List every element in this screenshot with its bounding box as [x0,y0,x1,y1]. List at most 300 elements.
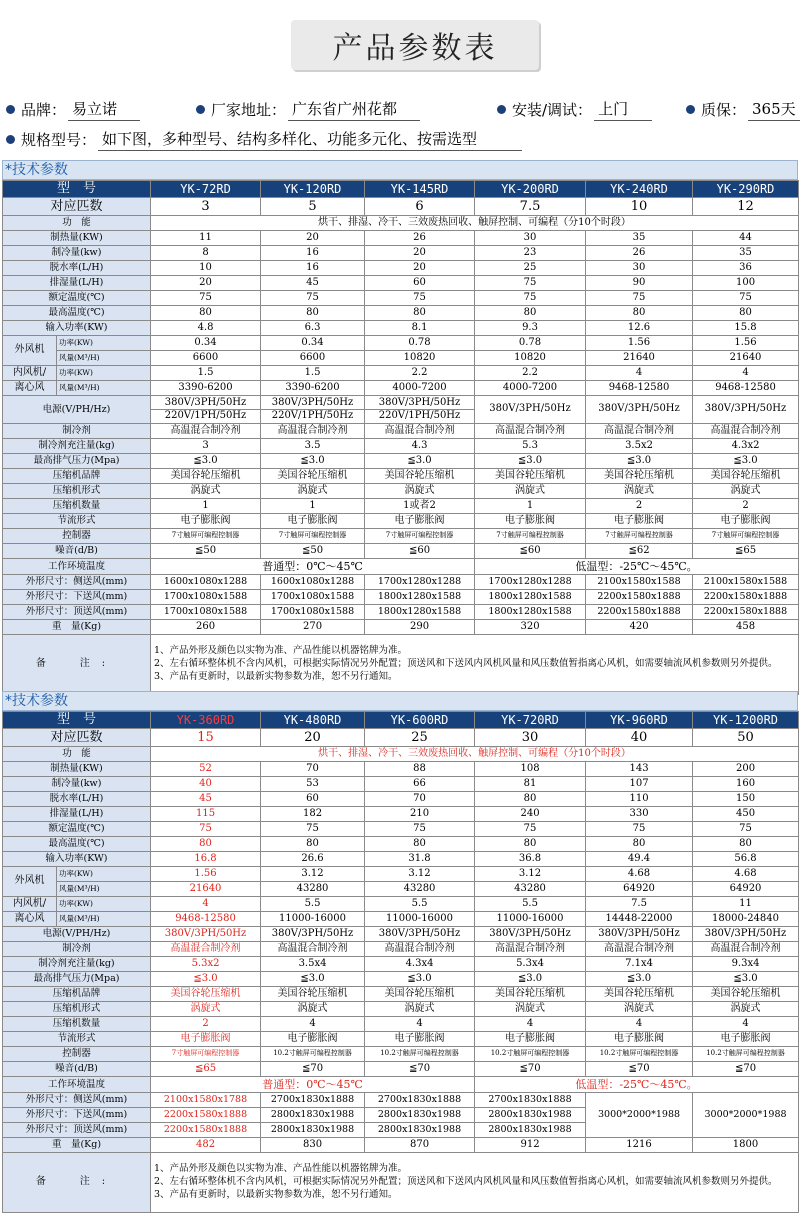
in_air-value: 14448-22000 [586,912,693,927]
in_air-value: 18000-24840 [693,912,799,927]
label-dehum: 脱水率(L/H) [3,792,151,807]
max_temp-value: 80 [693,837,799,852]
heat-value: 30 [475,231,586,246]
remarks-text [151,1153,799,1213]
out_air-value: 64920 [693,882,799,897]
throttle-value: 电子膨胀阀 [151,1032,261,1047]
table-row [3,942,799,957]
model-header: YK-360RD [151,712,261,729]
table-row [3,351,799,366]
max_temp-value: 80 [693,306,799,321]
model-header: YK-200RD [475,181,586,198]
label-throttle: 节流形式 [3,1032,151,1047]
note-3: 3、产品有更新时，以最新实物参数为准，恕不另行通知。 [154,1188,398,1200]
model-header: YK-72RD [151,181,261,198]
cool-value: 16 [261,246,365,261]
out_power-value: 4.68 [693,867,799,882]
label-dim_down: 外形尺寸：下送风(mm) [3,590,151,605]
cool-value: 40 [151,777,261,792]
weight-value: 1216 [586,1138,693,1153]
power-value: 6.3 [261,321,365,336]
out_power-value: 0.34 [151,336,261,351]
dim_down-value: 1700x1080x1588 [261,590,365,605]
refrigerant-value: 高温混合制冷剂 [586,942,693,957]
env-low: 低温型：-25℃～45℃。 [475,1077,799,1093]
label-dim_top: 外形尺寸：顶送风(mm) [3,1123,151,1138]
table-row [3,762,799,777]
install-label: 安装/调试： [512,101,593,119]
comp_type-value: 涡旋式 [365,1002,475,1017]
table-row [3,1093,799,1108]
model-header: YK-290RD [693,181,799,198]
dehum-value: 20 [365,261,475,276]
comp_qty-value: 4 [365,1017,475,1032]
comp_brand-value: 美国谷轮压缩机 [365,469,475,484]
pressure-value: ≦3.0 [261,972,365,987]
label-model: 型 号 [3,712,151,729]
label-weight: 重 量(Kg) [3,620,151,635]
in_power-value: 5.5 [261,897,365,912]
rated_temp-value: 75 [261,822,365,837]
match-value: 30 [475,729,586,747]
refrigerant-value: 高温混合制冷剂 [475,942,586,957]
power-value: 56.8 [693,852,799,867]
exhaust-value: 450 [693,807,799,822]
label-noise: 噪音(d/B) [3,544,151,559]
label-controller: 控制器 [3,529,151,544]
table-row [3,306,799,321]
comp_type-value: 涡旋式 [475,484,586,499]
charge-value: 3.5x2 [586,439,693,454]
comp_qty-value: 1 [475,499,586,514]
model-header: YK-480RD [261,712,365,729]
label-heat: 制热量(KW) [3,231,151,246]
table-row [3,484,799,499]
brand-value: 易立诺 [68,98,140,121]
heat-value: 35 [586,231,693,246]
dim_top-value: 2200x1580x1888 [586,605,693,620]
dehum-value: 16 [261,261,365,276]
noise-value: ≦65 [693,544,799,559]
charge-value: 5.3x2 [151,957,261,972]
pressure-value: ≦3.0 [365,454,475,469]
out_power-value: 0.34 [261,336,365,351]
table-row [3,1002,799,1017]
rated_temp-value: 75 [475,822,586,837]
comp_qty-value: 2 [693,499,799,514]
label-pressure: 最高排气压力(Mpa) [3,972,151,987]
dim_side-value: 2700x1830x1888 [365,1093,475,1108]
label-env: 工作环境温度 [3,1077,151,1093]
in_power-value: 1.5 [261,366,365,381]
table-row [3,198,799,216]
label-dim_side: 外形尺寸：侧送风(mm) [3,575,151,590]
heat-value: 52 [151,762,261,777]
power-value: 49.4 [586,852,693,867]
model-header: YK-1200RD [693,712,799,729]
noise-value: ≦50 [261,544,365,559]
label-power: 输入功率(KW) [3,852,151,867]
cool-value: 20 [365,246,475,261]
out_power-value: 1.56 [151,867,261,882]
dim_top-value: 1800x1280x1588 [365,605,475,620]
noise-value: ≦70 [586,1062,693,1077]
out_air-value: 6600 [151,351,261,366]
refrigerant-value: 高温混合制冷剂 [151,942,261,957]
source-value: 380V/3PH/50Hz [693,927,799,942]
cool-value: 8 [151,246,261,261]
label-dim_top: 外形尺寸：顶送风(mm) [3,605,151,620]
refrigerant-value: 高温混合制冷剂 [586,424,693,439]
refrigerant-value: 高温混合制冷剂 [261,942,365,957]
rated_temp-value: 75 [365,291,475,306]
source-value: 380V/3PH/50Hz [164,396,247,408]
label-source: 电源(V/PH/Hz) [3,396,151,424]
table-row [3,261,799,276]
label-match: 对应匹数 [3,198,151,216]
env-low: 低温型：-25℃～45℃。 [475,559,799,575]
throttle-value: 电子膨胀阀 [586,1032,693,1047]
source-value: 380V/3PH/50Hz [475,396,586,424]
env-normal: 普通型：0℃～45℃ [151,1077,475,1093]
table-row [3,957,799,972]
cool-value: 81 [475,777,586,792]
power-value: 26.6 [261,852,365,867]
max_temp-value: 80 [151,837,261,852]
label-out-fan: 外风机 [3,867,57,897]
match-value: 6 [365,198,475,216]
dim_side-value: 1700x1280x1288 [475,575,586,590]
source-cell [261,396,365,424]
power-value: 16.8 [151,852,261,867]
label-comp_qty: 压缩机数量 [3,499,151,514]
pressure-value: ≦3.0 [151,454,261,469]
label-dim_down: 外形尺寸：下送风(mm) [3,1108,151,1123]
throttle-value: 电子膨胀阀 [151,514,261,529]
dehum-value: 60 [261,792,365,807]
table-row [3,897,799,912]
controller-value: 7寸触屏可编程控制器 [693,529,799,544]
bullet-icon [497,105,506,114]
table-row [3,1077,799,1093]
refrigerant-value: 高温混合制冷剂 [261,424,365,439]
table-row [3,590,799,605]
comp_type-value: 涡旋式 [261,484,365,499]
out_air-value: 10820 [475,351,586,366]
warranty-info [686,98,800,121]
table-row [3,1062,799,1077]
dim_down-value: 2200x1580x1888 [693,590,799,605]
exhaust-value: 20 [151,276,261,291]
label-in-fan: 内风机/ [3,897,57,912]
label-dim_side: 外形尺寸：侧送风(mm) [3,1093,151,1108]
exhaust-value: 75 [475,276,586,291]
rated_temp-value: 75 [365,822,475,837]
charge-value: 5.3x4 [475,957,586,972]
in_air-value: 9468-12580 [693,381,799,396]
match-value: 10 [586,198,693,216]
heat-value: 44 [693,231,799,246]
label-model: 型 号 [3,181,151,198]
in_air-value: 11000-16000 [475,912,586,927]
label-cent-fan: 离心风 [3,912,57,927]
dim_side-value: 2700x1830x1888 [261,1093,365,1108]
exhaust-value: 60 [365,276,475,291]
controller-value: 7寸触屏可编程控制器 [586,529,693,544]
power-value: 36.8 [475,852,586,867]
spec-info [6,128,522,151]
heat-value: 70 [261,762,365,777]
bullet-icon [686,105,695,114]
label-remarks: 备 注: [3,635,151,695]
refrigerant-value: 高温混合制冷剂 [365,424,475,439]
comp_qty-value: 4 [693,1017,799,1032]
install-info [497,98,652,121]
table-row [3,424,799,439]
source-value: 380V/3PH/50Hz [586,927,693,942]
label-comp_type: 压缩机形式 [3,484,151,499]
rated_temp-value: 75 [586,291,693,306]
weight-value: 830 [261,1138,365,1153]
dehum-value: 10 [151,261,261,276]
refrigerant-value: 高温混合制冷剂 [365,942,475,957]
pressure-value: ≦3.0 [693,972,799,987]
out_air-value: 43280 [475,882,586,897]
label-exhaust: 排湿量(L/H) [3,807,151,822]
label-refrigerant: 制冷剂 [3,424,151,439]
model-header: YK-960RD [586,712,693,729]
model-header: YK-240RD [586,181,693,198]
match-value: 3 [151,198,261,216]
exhaust-value: 182 [261,807,365,822]
cool-value: 107 [586,777,693,792]
label-remarks: 备 注: [3,1153,151,1213]
comp_qty-value: 1 [261,499,365,514]
exhaust-value: 100 [693,276,799,291]
out_air-value: 43280 [365,882,475,897]
weight-value: 458 [693,620,799,635]
dim_top-value: 2800x1830x1988 [261,1123,365,1138]
throttle-value: 电子膨胀阀 [365,514,475,529]
noise-value: ≦70 [261,1062,365,1077]
heat-value: 108 [475,762,586,777]
table-row [3,454,799,469]
dim_side-value: 2100x1580x1788 [151,1093,261,1108]
in_power-value: 5.5 [475,897,586,912]
table-row [3,276,799,291]
address-value: 广东省广州花都 [288,98,420,121]
comp_type-value: 涡旋式 [475,1002,586,1017]
dim_top-value: 2800x1830x1988 [475,1123,586,1138]
comp_type-value: 涡旋式 [261,1002,365,1017]
rated_temp-value: 75 [693,822,799,837]
spec-table-1 [2,180,799,695]
heat-value: 26 [365,231,475,246]
weight-value: 912 [475,1138,586,1153]
label-max_temp: 最高温度(℃) [3,837,151,852]
label-refrigerant: 制冷剂 [3,942,151,957]
noise-value: ≦70 [365,1062,475,1077]
out_power-value: 0.78 [365,336,475,351]
power-value: 4.8 [151,321,261,336]
dim_down-value: 1800x1280x1588 [475,590,586,605]
cool-value: 160 [693,777,799,792]
dehum-value: 36 [693,261,799,276]
match-value: 20 [261,729,365,747]
weight-value: 270 [261,620,365,635]
spec-value: 如下图，多种型号、结构多样化、功能多元化、按需选型 [98,128,522,151]
comp_qty-value: 4 [586,1017,693,1032]
env-normal: 普通型：0℃～45℃ [151,559,475,575]
cool-value: 23 [475,246,586,261]
controller-value: 10.2寸触屏可编程控制器 [365,1047,475,1062]
max_temp-value: 80 [365,837,475,852]
table-row [3,381,799,396]
source-value: 380V/3PH/50Hz [378,396,461,408]
note-2: 2、左右循环整体机不含内风机，可根据实际情况另外配置；顶送风和下送风内风机风量和风压数值暂指离心风机，如需要轴流风机参数则另外提供。 [154,1176,778,1188]
label-fan-power: 功率(KW) [57,897,151,912]
table-row [3,529,799,544]
table-row [3,336,799,351]
cool-value: 35 [693,246,799,261]
table-row [3,544,799,559]
dim_side-value: 2100x1580x1588 [586,575,693,590]
model-header: YK-600RD [365,712,475,729]
spec-table-2 [2,711,799,1213]
in_power-value: 5.5 [365,897,475,912]
in_air-value: 9468-12580 [151,912,261,927]
label-func: 功 能 [3,216,151,231]
max_temp-value: 80 [475,306,586,321]
table-row [3,822,799,837]
label-throttle: 节流形式 [3,514,151,529]
pressure-value: ≦3.0 [586,972,693,987]
out_power-value: 3.12 [365,867,475,882]
throttle-value: 电子膨胀阀 [475,1032,586,1047]
noise-value: ≦70 [693,1062,799,1077]
label-exhaust: 排湿量(L/H) [3,276,151,291]
controller-value: 10.2寸触屏可编程控制器 [261,1047,365,1062]
pressure-value: ≦3.0 [365,972,475,987]
comp_brand-value: 美国谷轮压缩机 [151,469,261,484]
comp_type-value: 涡旋式 [693,1002,799,1017]
table-row [3,1138,799,1153]
table-row [3,620,799,635]
pressure-value: ≦3.0 [475,454,586,469]
max_temp-value: 80 [261,306,365,321]
out_air-value: 10820 [365,351,475,366]
cool-value: 66 [365,777,475,792]
pressure-value: ≦3.0 [586,454,693,469]
table-row [3,1153,799,1213]
table-row [3,837,799,852]
charge-value: 4.3 [365,439,475,454]
weight-value: 260 [151,620,261,635]
table-row [3,366,799,381]
power-value: 31.8 [365,852,475,867]
table-row [3,321,799,336]
table-row [3,712,799,729]
charge-value: 4.3x4 [365,957,475,972]
comp_brand-value: 美国谷轮压缩机 [261,987,365,1002]
label-fan-air: 风量(M³/H) [57,351,151,366]
comp_brand-value: 美国谷轮压缩机 [475,987,586,1002]
table-row [3,927,799,942]
rated_temp-value: 75 [475,291,586,306]
table-row [3,514,799,529]
rated_temp-value: 75 [261,291,365,306]
out_power-value: 3.12 [261,867,365,882]
dim_top-value: 1700x1080x1588 [151,605,261,620]
controller-value: 7寸触屏可编程控制器 [365,529,475,544]
label-heat: 制热量(KW) [3,762,151,777]
out_air-value: 21640 [151,882,261,897]
comp_brand-value: 美国谷轮压缩机 [475,469,586,484]
label-match: 对应匹数 [3,729,151,747]
exhaust-value: 90 [586,276,693,291]
cool-value: 26 [586,246,693,261]
charge-value: 5.3 [475,439,586,454]
dim_down-value: 2800x1830x1988 [261,1108,365,1123]
source-value: 380V/3PH/50Hz [365,927,475,942]
warranty-value: 365天 [748,98,800,121]
table-row [3,972,799,987]
table-row [3,605,799,620]
table-row [3,231,799,246]
throttle-value: 电子膨胀阀 [261,514,365,529]
rated_temp-value: 75 [586,822,693,837]
label-comp_brand: 压缩机品牌 [3,469,151,484]
comp_type-value: 涡旋式 [151,1002,261,1017]
label-cool: 制冷量(kw) [3,246,151,261]
out_air-value: 21640 [693,351,799,366]
dehum-value: 70 [365,792,475,807]
power-value: 12.6 [586,321,693,336]
refrigerant-value: 高温混合制冷剂 [693,942,799,957]
source-value: 220V/1PH/50Hz [151,409,260,422]
controller-value: 10.2寸触屏可编程控制器 [586,1047,693,1062]
out_power-value: 1.56 [586,336,693,351]
max_temp-value: 80 [586,837,693,852]
dehum-value: 80 [475,792,586,807]
weight-value: 290 [365,620,475,635]
table-row [3,1032,799,1047]
table-row [3,777,799,792]
charge-value: 9.3x4 [693,957,799,972]
exhaust-value: 115 [151,807,261,822]
table-row [3,747,799,762]
comp_type-value: 涡旋式 [586,1002,693,1017]
controller-value: 10.2寸触屏可编程控制器 [693,1047,799,1062]
heat-value: 11 [151,231,261,246]
table-row [3,912,799,927]
brand-info [6,98,140,121]
label-charge: 制冷剂充注量(kg) [3,439,151,454]
weight-value: 482 [151,1138,261,1153]
comp_type-value: 涡旋式 [151,484,261,499]
warranty-label: 质保： [701,101,747,119]
label-fan-power: 功率(KW) [57,336,151,351]
section-title-1: *技术参数 [2,160,798,180]
pressure-value: ≦3.0 [151,972,261,987]
label-in-fan: 内风机/ [3,366,57,381]
out_air-value: 21640 [586,351,693,366]
match-value: 25 [365,729,475,747]
rated_temp-value: 75 [151,291,261,306]
note-1: 1、产品外形及颜色以实物为准、产品性能以机器铭牌为准。 [154,1163,408,1175]
refrigerant-value: 高温混合制冷剂 [151,424,261,439]
comp_brand-value: 美国谷轮压缩机 [365,987,475,1002]
